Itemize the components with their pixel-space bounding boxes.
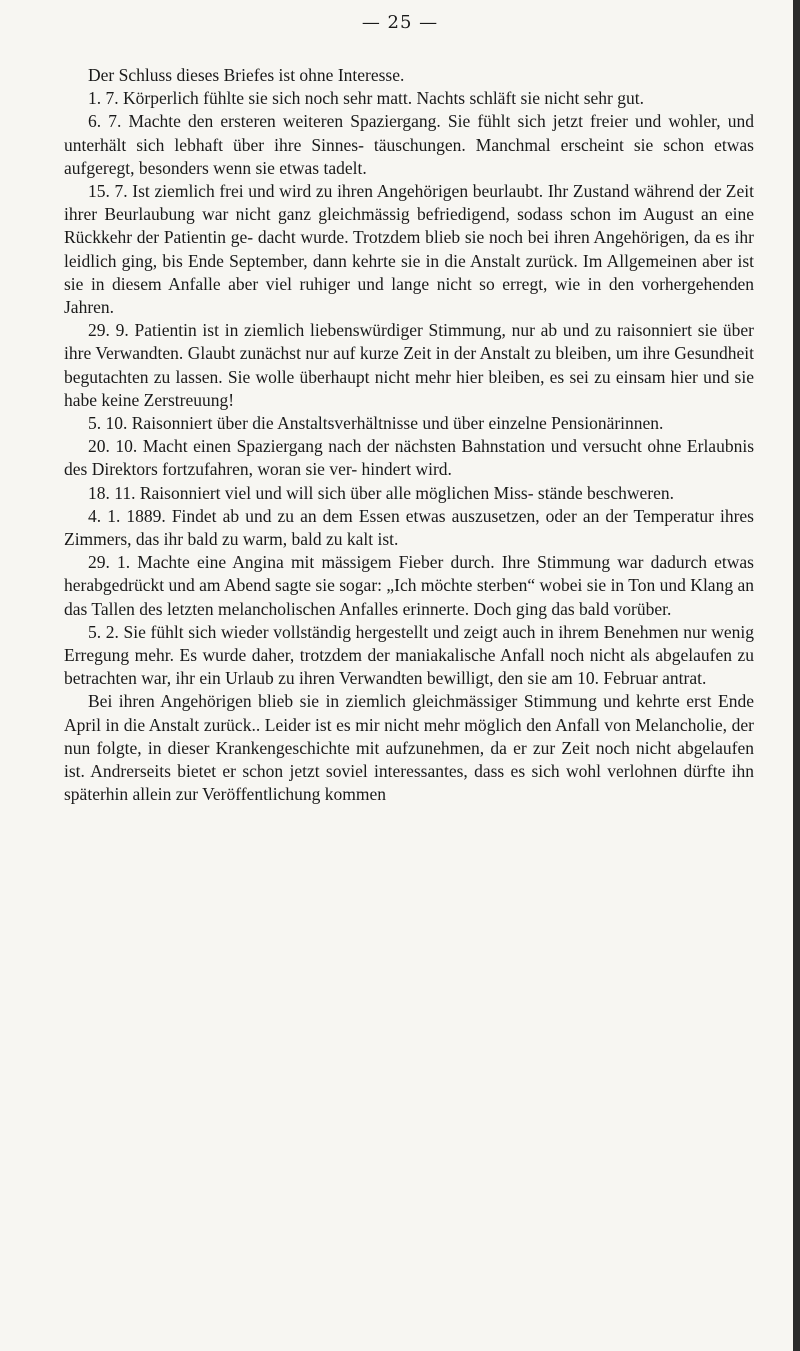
page-number-header: — 25 — — [361, 12, 439, 33]
paragraph: 4. 1. 1889. Findet ab und zu an dem Essen etwas auszusetzen, oder an der Temperatur ihres Zimmers, das ihr bald zu warm, bald zu kalt ist. — [64, 505, 754, 550]
paragraph: 6. 7. Machte den ersteren weiteren Spaziergang. Sie fühlt sich jetzt freier und wohler, und unterhält sich lebhaft über ihre Sinnes- täuschungen. Manchmal erscheint sie schon etwas aufgeregt, besonders wenn sie etwas tadelt. — [64, 111, 754, 178]
paragraph: 18. 11. Raisonniert viel und will sich über alle möglichen Miss- stände beschweren. — [88, 482, 674, 503]
paragraph: Bei ihren Angehörigen blieb sie in ziemlich gleichmässiger Stimmung und kehrte erst Ende April in die Anstalt zurück.. Leider ist es mir nicht mehr möglich den Anfall von Melancholie, der nun folgte, in dieser Krankengeschichte mit aufzunehmen, da er zur Zeit noch nicht abgelaufen ist. Andrerseits bietet er schon jetzt soviel interessantes, dass es sich wohl verlohnen dürfte ihn späterhin allein zur Veröffentlichung kommen — [64, 691, 754, 805]
paragraph: 20. 10. Macht einen Spaziergang nach der nächsten Bahnstation und versucht ohne Erlaubnis des Direktors fortzufahren, woran sie ver- hindert wird. — [64, 436, 754, 480]
body-text — [64, 64, 754, 807]
paragraph: 29. 9. Patientin ist in ziemlich liebenswürdiger Stimmung, nur ab und zu raisonniert sie über ihre Verwandten. Glaubt zunächst nur auf kurze Zeit in der Anstalt zu bleiben, um ihre Gesundheit begutachten zu lassen. Sie wolle überhaupt nicht mehr hier bleiben, es sei zu einsam hier und sie habe keine Zerstreuung! — [64, 320, 754, 410]
paragraph: 5. 2. Sie fühlt sich wieder vollständig hergestellt und zeigt auch in ihrem Benehmen nur wenig Erregung mehr. Es wurde daher, trotzdem der maniakalische Anfall noch nicht als abgelaufen zu betrachten war, ihr ein Urlaub zu ihren Verwandten bewilligt, den sie am 10. Februar antrat. — [64, 621, 754, 689]
paragraph: Der Schluss dieses Briefes ist ohne Interesse. — [88, 65, 405, 85]
paragraph: 1. 7. Körperlich fühlte sie sich noch sehr matt. Nachts schläft sie nicht sehr gut. — [88, 88, 644, 109]
page-edge-shadow — [793, 0, 800, 1351]
paragraph: 5. 10. Raisonniert über die Anstaltsverhältnisse und über einzelne Pensionärinnen. — [88, 413, 664, 434]
paragraph: 29. 1. Machte eine Angina mit mässigem Fieber durch. Ihre Stimmung war dadurch etwas herabgedrückt und am Abend sagte sie sogar: „Ich möchte sterben“ wobei sie in Ton und Klang an das Tallen des letzten melancholischen Anfalles erinnerte. Doch ging das bald vorüber. — [64, 552, 754, 619]
paragraph: 15. 7. Ist ziemlich frei und wird zu ihren Angehörigen beurlaubt. Ihr Zustand während der Zeit ihrer Beurlaubung war nicht ganz gleichmässig befriedigend, sodass schon im August an eine Rückkehr der Patientin ge- dacht wurde. Trotzdem blieb sie noch bei ihren Angehörigen, da es ihr leidlich ging, bis Ende September, dann kehrte sie in die Anstalt zurück. Im Allgemeinen aber ist sie in diesem Anfalle aber viel ruhiger und lange nicht so erregt, wie in den vorhergehenden Jahren. — [64, 181, 754, 318]
